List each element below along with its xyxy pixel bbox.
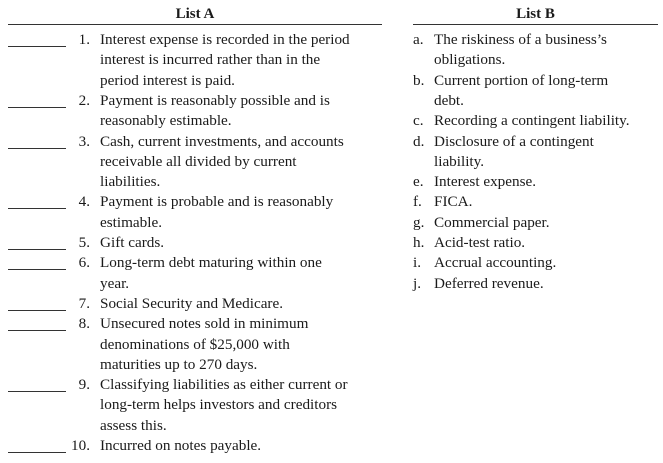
item-number: h. xyxy=(413,234,425,251)
list-b-heading: List B xyxy=(516,6,555,22)
item-text-line: receivable all divided by current xyxy=(100,152,297,170)
item-text-line: year. xyxy=(100,274,130,292)
item-text-line: Accrual accounting. xyxy=(434,254,557,272)
answer-blank[interactable] xyxy=(8,249,66,250)
item-text-line: Current portion of long-term xyxy=(434,71,609,89)
item-text-line: maturities up to 270 days. xyxy=(100,355,258,373)
item-number: j. xyxy=(413,274,422,292)
item-number: a. xyxy=(413,31,424,48)
item-text-line: liabilities. xyxy=(100,173,161,191)
item-text-line: obligations. xyxy=(434,51,506,69)
item-number: 6. xyxy=(78,254,90,272)
answer-blank[interactable] xyxy=(8,269,66,270)
answer-blank[interactable] xyxy=(8,391,66,392)
item-number: g. xyxy=(413,213,425,231)
item-text-line: Payment is probable and is reasonably xyxy=(100,193,334,211)
item-number: b. xyxy=(413,71,425,89)
item-text-line: Acid-test ratio. xyxy=(434,234,526,251)
item-number: 2. xyxy=(78,91,90,109)
answer-blank[interactable] xyxy=(8,310,66,311)
item-text-line: estimable. xyxy=(100,213,162,231)
item-text-line: Deferred revenue. xyxy=(434,274,544,292)
item-number: 8. xyxy=(78,315,90,333)
item-text-line: Interest expense. xyxy=(434,173,537,191)
answer-blank[interactable] xyxy=(8,208,66,209)
list-b-rule xyxy=(413,24,658,25)
item-number: 4. xyxy=(78,193,90,211)
item-text-line: The riskiness of a business’s xyxy=(434,31,607,48)
item-number: d. xyxy=(413,132,425,150)
answer-blank[interactable] xyxy=(8,330,66,331)
item-text-line: Disclosure of a contingent xyxy=(434,132,594,150)
item-text-line: Interest expense is recorded in the period xyxy=(100,31,350,48)
item-text-line: Payment is reasonably possible and is xyxy=(100,91,330,109)
item-text-line: Social Security and Medicare. xyxy=(100,294,284,312)
item-text-line: FICA. xyxy=(434,193,473,211)
answer-blank[interactable] xyxy=(8,46,66,47)
item-number: 7. xyxy=(78,294,90,312)
item-number: 5. xyxy=(78,234,90,251)
item-number: f. xyxy=(413,193,422,211)
item-number: 1. xyxy=(78,31,90,48)
item-text-line: Commercial paper. xyxy=(434,213,550,231)
item-text-line: Long-term debt maturing within one xyxy=(100,254,322,272)
item-number: e. xyxy=(413,173,424,191)
item-number: i. xyxy=(413,254,422,272)
item-text-line: Cash, current investments, and accounts xyxy=(100,132,344,150)
list-a-rule xyxy=(8,24,382,25)
item-number: 10. xyxy=(71,437,90,454)
item-text-line: denominations of $25,000 with xyxy=(100,335,290,353)
item-text-line: assess this. xyxy=(100,416,167,434)
item-text-line: long-term helps investors and creditors xyxy=(100,396,338,414)
item-text-line: interest is incurred rather than in the xyxy=(100,51,321,69)
item-text-line: period interest is paid. xyxy=(100,71,235,89)
item-text-line: Recording a contingent liability. xyxy=(434,112,630,130)
item-text-line: liability. xyxy=(434,152,485,170)
answer-blank[interactable] xyxy=(8,148,66,149)
item-text-line: Incurred on notes payable. xyxy=(100,437,262,454)
item-text-line: reasonably estimable. xyxy=(100,112,232,130)
item-text-line: Classifying liabilities as either current or xyxy=(100,376,348,394)
item-number: 3. xyxy=(78,132,90,150)
item-number: c. xyxy=(413,112,424,130)
answer-blank[interactable] xyxy=(8,452,66,453)
answer-blank[interactable] xyxy=(8,107,66,108)
item-text-line: Unsecured notes sold in minimum xyxy=(100,315,309,333)
list-a-heading: List A xyxy=(175,6,215,22)
item-text-line: Gift cards. xyxy=(100,234,165,251)
item-text-line: debt. xyxy=(434,91,464,109)
item-number: 9. xyxy=(78,376,90,394)
